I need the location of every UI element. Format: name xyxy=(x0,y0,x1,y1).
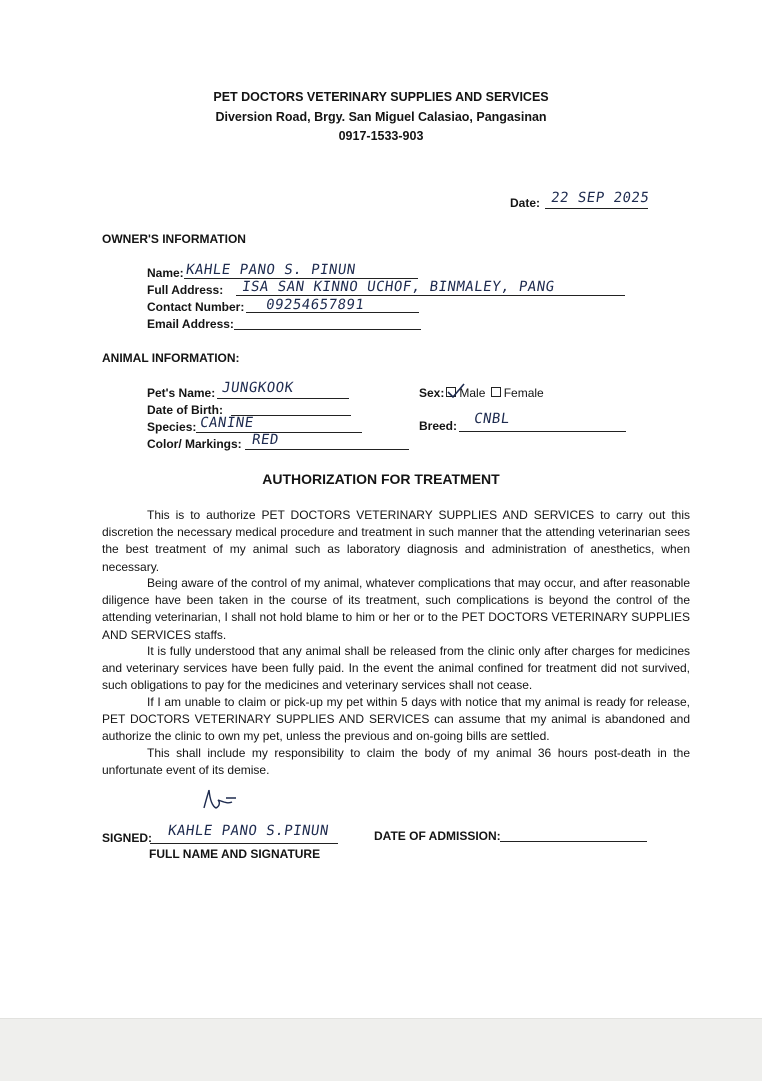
owner-address-value[interactable]: ISA SAN KINNO UCHOF, BINMALEY, PANG xyxy=(240,279,556,295)
authorization-title: AUTHORIZATION FOR TREATMENT xyxy=(262,471,500,487)
female-option-label: Female xyxy=(503,386,544,400)
auth-paragraph-5: This shall include my responsibility to claim the body of my animal 36 hours post-death in the unfortunate event of its demise. xyxy=(102,746,690,778)
species-label: Species: xyxy=(147,420,197,434)
pet-name-label: Pet's Name: xyxy=(147,386,216,400)
female-checkbox[interactable] xyxy=(491,387,501,397)
date-line xyxy=(545,208,648,209)
dob-label: Date of Birth: xyxy=(147,403,223,417)
company-phone: 0917-1533-903 xyxy=(338,129,424,143)
auth-paragraph-1: This is to authorize PET DOCTORS VETERINARY SUPPLIES AND SERVICES to carry out this discretion the necessary medical procedure and treatment in such manner that the attending veterinarian sees the best treatment of my animal such as laboratory diagnosis and administration of anesthetics, when necessary. xyxy=(102,508,690,574)
auth-paragraph-4: If I am unable to claim or pick-up my pet within 5 days with notice that my animal is ready for release, PET DOCTORS VETERINARY SUPPLIES AND SERVICES can assume that my animal is abandoned and authorize the clinic to own my pet, unless the previous and on-going bills are settled. xyxy=(102,695,690,744)
company-name: PET DOCTORS VETERINARY SUPPLIES AND SERVICES xyxy=(213,90,549,104)
color-line xyxy=(245,449,409,450)
owner-email-line xyxy=(234,329,421,330)
owner-name-label: Name: xyxy=(147,266,184,280)
owner-address-label: Full Address: xyxy=(147,283,224,297)
species-value[interactable]: CANINE xyxy=(198,415,255,431)
male-option-label: Male xyxy=(459,386,486,400)
animal-heading: ANIMAL INFORMATION: xyxy=(102,351,240,365)
owner-address-line xyxy=(236,295,625,296)
breed-value[interactable]: CNBL xyxy=(472,411,511,427)
company-address: Diversion Road, Brgy. San Miguel Calasiao, Pangasinan xyxy=(215,110,547,124)
auth-paragraph-3: It is fully understood that any animal shall be released from the clinic only after charges for medicines and veterinary services have been fully paid. In the event the animal confined for treatment did not survived, such obligations to pay for the medicines and veterinary services shall not cease. xyxy=(102,644,690,693)
breed-line xyxy=(459,431,626,432)
color-label: Color/ Markings: xyxy=(147,437,242,451)
signed-label: SIGNED: xyxy=(102,831,153,845)
breed-label: Breed: xyxy=(419,419,458,433)
date-value[interactable]: 22 SEP 2025 xyxy=(549,190,651,206)
owner-name-value[interactable]: KAHLE PANO S. PINUN xyxy=(184,262,357,278)
signature-caption: FULL NAME AND SIGNATURE xyxy=(149,847,321,861)
signed-value[interactable]: KAHLE PANO S.PINUN xyxy=(166,823,330,839)
owner-heading: OWNER'S INFORMATION xyxy=(102,232,246,246)
color-value[interactable]: RED xyxy=(250,432,280,448)
owner-contact-value[interactable]: 09254657891 xyxy=(264,297,366,313)
owner-email-label: Email Address: xyxy=(147,317,234,331)
owner-contact-label: Contact Number: xyxy=(147,300,245,314)
pet-name-value[interactable]: JUNGKOOK xyxy=(220,380,295,396)
admission-label: DATE OF ADMISSION: xyxy=(374,829,501,843)
date-label: Date: xyxy=(510,196,541,210)
sex-label: Sex: xyxy=(419,386,445,400)
sex-field xyxy=(419,386,544,400)
admission-line xyxy=(500,841,647,842)
scan-background xyxy=(0,1018,762,1081)
male-checkmark-icon xyxy=(446,383,466,399)
signature-line xyxy=(150,843,338,844)
pet-name-line xyxy=(217,398,349,399)
signature-mark-icon xyxy=(198,786,242,816)
auth-paragraph-2: Being aware of the control of my animal, whatever complications that may occur, and after reasonable diligence have been taken in the course of its treatment, such complications is beyond the control of the attending veterinarian, I shall not hold blame to him or her or to the PET DOCTORS VETERINARY SUPPLIES AND SERVICES staffs. xyxy=(102,576,690,642)
